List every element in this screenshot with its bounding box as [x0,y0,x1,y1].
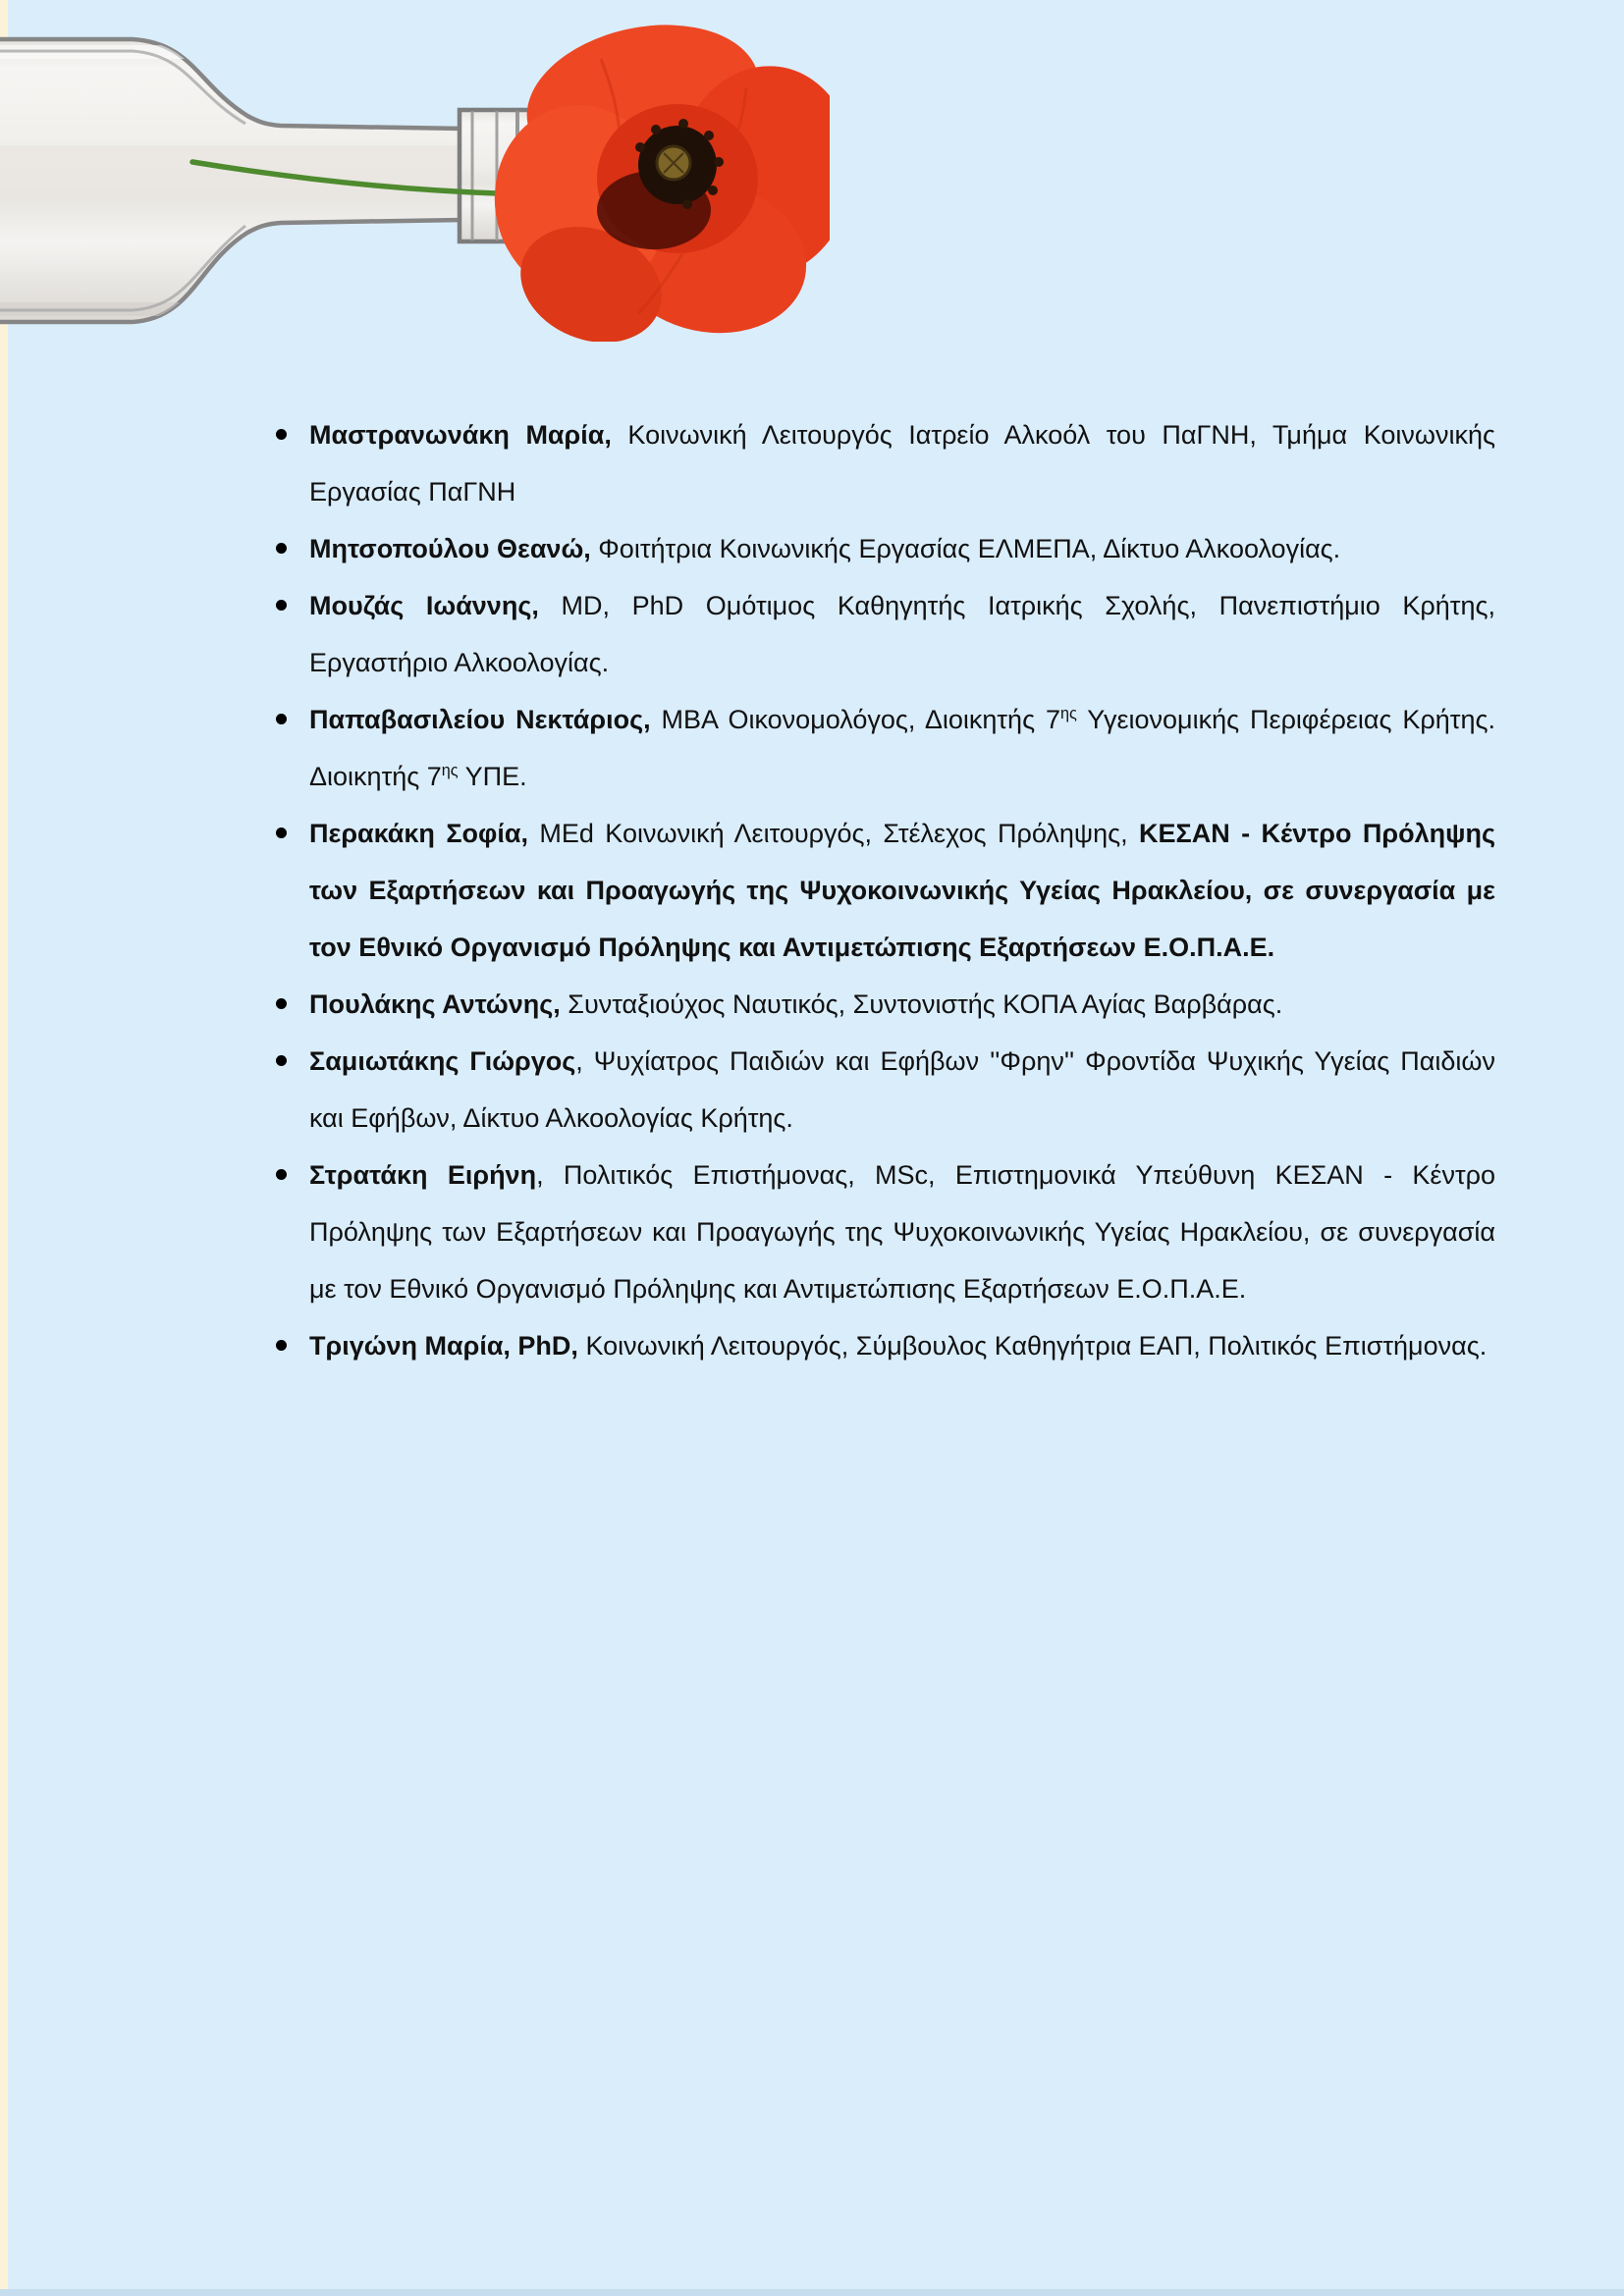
list-item [309,1317,1495,1374]
member-entry-text: Μουζάς Ιωάννης, MD, PhD Ομότιμος Καθηγητής Ιατρικής Σχολής, Πανεπιστήμιο Κρήτης, Εργαστήριο Αλκοολογίας. [309,591,1495,677]
list-item [309,805,1495,976]
page-bottom-edge-strip [0,2289,1624,2296]
member-entry-text: Μητσοπούλου Θεανώ, Φοιτήτρια Κοινωνικής Εργασίας ΕΛΜΕΠΑ, Δίκτυο Αλκοολογίας. [309,534,1341,563]
bullet-icon [276,1169,287,1180]
bullet-icon [276,828,287,838]
list-item [309,577,1495,691]
bullet-icon [276,429,287,440]
bullet-icon [276,600,287,611]
members-list [309,406,1495,1374]
member-entry-text: Τριγώνη Μαρία, PhD, Κοινωνική Λειτουργός, Σύμβουλος Καθηγήτρια ΕΑΠ, Πολιτικός Επιστήμονας. [309,1331,1488,1361]
member-entry-text: Μαστρανωνάκη Μαρία, Κοινωνική Λειτουργός Ιατρείο Αλκοόλ του ΠαΓΝΗ, Τμήμα Κοινωνικής Εργασίας ΠαΓΝΗ [309,420,1496,507]
bullet-icon [276,1055,287,1066]
member-entry-text: Παπαβασιλείου Νεκτάριος, MBA Οικονομολόγος, Διοικητής $7^{\eta\varsigma}$ Υγειονομικής Περιφέρειας Κρήτης. Διοικητής $7^{\eta\varsigma}$ ΥΠΕ. [309,705,1495,791]
list-item [309,1033,1495,1147]
list-item [309,976,1495,1033]
list-item [309,406,1495,520]
member-entry-text: Περακάκη Σοφία, MEd Κοινωνική Λειτουργός, Στέλεχος Πρόληψης, ΚΕΣΑΝ - Κέντρο Πρόληψης των Εξαρτήσεων και Προαγωγής της Ψυχοκοινωνικής Υγείας Ηρακλείου, σε συνεργασία με τον Εθνικό Οργανισμό Πρόληψης και Αντιμετώπισης Εξαρτήσεων Ε.Ο.Π.Α.Ε. [309,819,1495,962]
bottle-poppy-illustration [0,0,830,342]
bullet-icon [276,998,287,1009]
page-left-edge-strip [0,0,8,2296]
bullet-icon [276,1340,287,1351]
list-item [309,520,1495,577]
member-entry-text: Στρατάκη Ειρήνη, Πολιτικός Επιστήμονας, MSc, Επιστημονικά Υπεύθυνη ΚΕΣΑΝ - Κέντρο Πρόληψης των Εξαρτήσεων και Προαγωγής της Ψυχοκοινωνικής Υγείας Ηρακλείου, σε συνεργασία με τον Εθνικό Οργανισμό Πρόληψης και Αντιμετώπισης Εξαρτήσεων Ε.Ο.Π.Α.Ε. [309,1160,1495,1304]
glass-bottle [0,39,534,322]
list-item [309,691,1495,805]
bullet-icon [276,543,287,554]
poppy-flower [482,5,830,342]
list-item [309,1147,1495,1317]
member-entry-text: Σαμιωτάκης Γιώργος, Ψυχίατρος Παιδιών και Εφήβων ''Φρην'' Φροντίδα Ψυχικής Υγείας Παιδιών και Εφήβων, Δίκτυο Αλκοολογίας Κρήτης. [309,1046,1495,1133]
bullet-icon [276,714,287,724]
member-entry-text: Πουλάκης Αντώνης, Συνταξιούχος Ναυτικός, Συντονιστής ΚΟΠΑ Αγίας Βαρβάρας. [309,989,1283,1019]
